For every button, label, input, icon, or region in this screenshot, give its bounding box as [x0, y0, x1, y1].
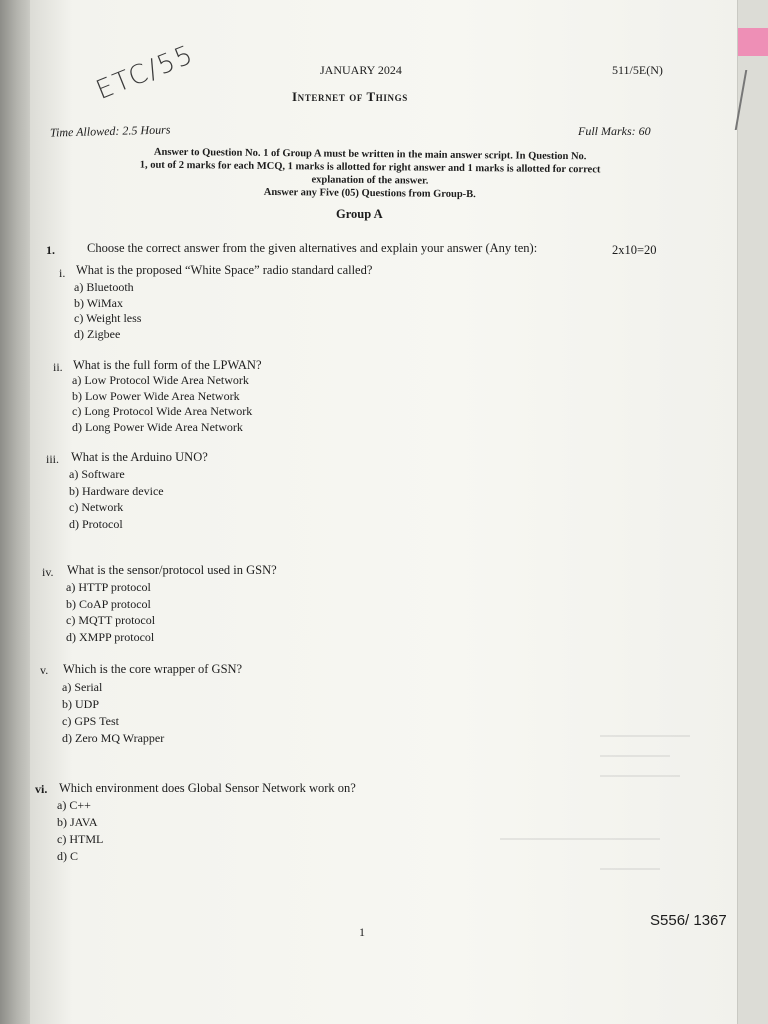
instruction-line: Answer any Five (05) Questions from Group-B.	[263, 186, 476, 201]
mcq-option: a) Bluetooth	[74, 280, 134, 294]
time-allowed: Time Allowed: 2.5 Hours	[49, 122, 171, 140]
mcq-question: Which is the core wrapper of GSN?	[63, 662, 243, 676]
mcq-option: d) Protocol	[69, 516, 123, 531]
question-1-marks: 2x10=20	[612, 243, 657, 257]
mcq-option: c) Network	[69, 500, 124, 514]
exam-date: JANUARY 2024	[320, 63, 402, 77]
mcq-option: a) Serial	[62, 680, 103, 694]
scan-right-edge	[737, 0, 768, 1024]
mcq-options	[66, 579, 155, 645]
mcq-option: b) UDP	[62, 697, 100, 711]
bleed-through-mark	[600, 735, 690, 737]
mcq-option: d) XMPP protocol	[66, 629, 155, 644]
mcq-option: d) Zigbee	[74, 326, 121, 341]
mcq-option: b) Low Power Wide Area Network	[72, 388, 240, 403]
mcq-number: iii.	[46, 452, 60, 466]
question-1-text: Choose the correct answer from the given alternatives and explain your answer (Any ten):	[87, 241, 538, 255]
instruction-line: explanation of the answer.	[311, 174, 429, 187]
bleed-through-mark	[600, 755, 670, 757]
mcq-option: b) Hardware device	[69, 483, 164, 498]
mcq-number: ii.	[53, 360, 63, 374]
instructions-block	[90, 145, 651, 203]
mcq-option: a) Software	[69, 467, 125, 481]
mcq-question: What is the proposed “White Space” radio standard called?	[76, 263, 373, 277]
mcq-option: c) GPS Test	[62, 714, 119, 728]
mcq-option: a) HTTP protocol	[66, 580, 151, 594]
mcq-options	[69, 466, 164, 532]
mcq-question: What is the full form of the LPWAN?	[73, 358, 262, 372]
handwritten-note: ETC/55	[92, 39, 199, 106]
mcq-number: v.	[40, 663, 49, 677]
mcq-question: What is the Arduino UNO?	[71, 450, 208, 464]
bleed-through-mark	[600, 868, 660, 870]
mcq-option: b) JAVA	[57, 815, 98, 829]
mcq-options	[57, 797, 103, 865]
bleed-through-mark	[500, 838, 660, 840]
mcq-option: d) C	[57, 849, 78, 863]
paper-code: 511/5E(N)	[612, 63, 663, 77]
mcq-option: a) Low Protocol Wide Area Network	[72, 373, 249, 387]
mcq-question: What is the sensor/protocol used in GSN?	[67, 563, 277, 577]
mcq-option: c) Weight less	[74, 311, 142, 325]
mcq-option: d) Long Power Wide Area Network	[72, 419, 243, 434]
mcq-option: a) C++	[57, 798, 91, 812]
instruction-line: Answer to Question No. 1 of Group A must be written in the main answer script. In Question No.	[153, 146, 587, 163]
mcq-option: b) WiMax	[74, 295, 123, 310]
instruction-line: 1, out of 2 marks for each MCQ, 1 marks is allotted for right answer and 1 marks is allotted for correct	[139, 159, 601, 176]
mcq-option: c) Long Protocol Wide Area Network	[72, 404, 253, 418]
mcq-number: iv.	[42, 565, 54, 579]
page-number: 1	[359, 925, 365, 939]
mcq-option: b) CoAP protocol	[66, 596, 151, 611]
mcq-option: c) MQTT protocol	[66, 613, 156, 627]
full-marks: Full Marks: 60	[578, 124, 651, 138]
mcq-number: i.	[59, 266, 66, 280]
mcq-options	[74, 280, 141, 342]
paper-title: Internet of Things	[292, 89, 408, 104]
question-1-number: 1.	[46, 243, 55, 257]
mcq-options	[72, 373, 252, 435]
group-a-heading: Group A	[336, 207, 383, 221]
pink-sticky-tab	[738, 28, 768, 56]
mcq-question: Which environment does Global Sensor Network work on?	[59, 781, 356, 795]
mcq-option: d) Zero MQ Wrapper	[62, 731, 165, 745]
sheet-code: S556/ 1367	[650, 912, 727, 929]
mcq-number: vi.	[35, 782, 48, 796]
mcq-options	[62, 679, 164, 747]
bleed-through-mark	[600, 775, 680, 777]
mcq-option: c) HTML	[57, 832, 104, 846]
